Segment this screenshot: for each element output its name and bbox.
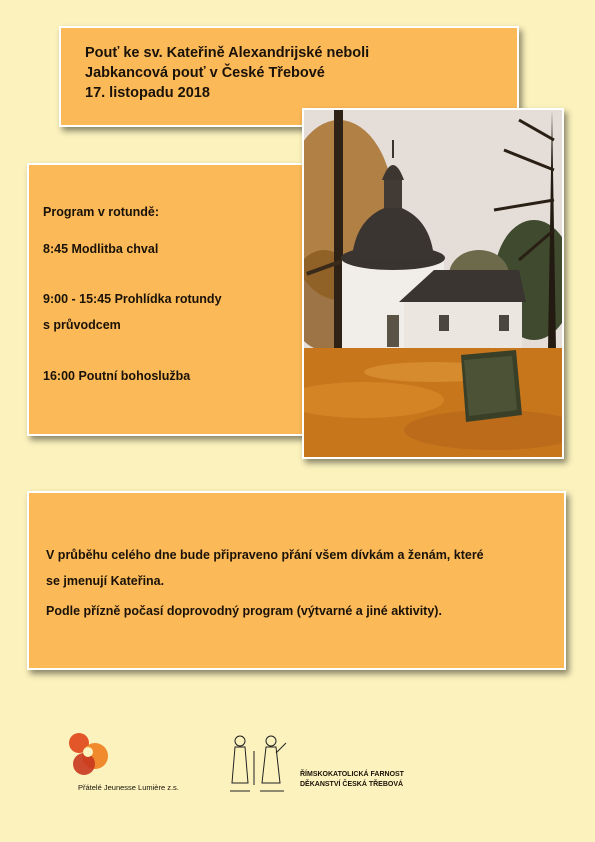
title-line-3: 17. listopadu 2018 [85,85,210,101]
rotunda-photo [302,108,564,459]
program-box [27,163,308,436]
title-line-2: Jabkancová pouť v České Třebové [85,65,325,81]
jeunesse-lumiere-logo-icon [64,730,112,778]
parish-name-line-1: ŘÍMSKOKATOLICKÁ FARNOST [300,771,404,778]
program-item-2: 9:00 - 15:45 Prohlídka rotundy [43,292,222,306]
parish-saints-logo-icon [226,733,292,793]
info-line-2: se jmenují Kateřina. [46,574,165,588]
title-line-1: Pouť ke sv. Kateřině Alexandrijské neboli [85,45,370,61]
info-box [27,491,566,670]
program-item-2-continued: s průvodcem [43,318,121,332]
program-item-3: 16:00 Poutní bohoslužba [43,369,191,383]
info-line-3: Podle přízně počasí doprovodný program (výtvarné a jiné aktivity). [46,604,442,618]
rotunda-illustration [304,110,562,457]
program-item-1: 8:45 Modlitba chval [43,242,159,256]
jeunesse-lumiere-caption: Přátelé Jeunesse Lumière z.s. [78,783,179,792]
parish-name-line-2: DĚKANSTVÍ ČESKÁ TŘEBOVÁ [300,781,404,788]
info-line-1: V průběhu celého dne bude připraveno přání všem dívkám a ženám, které [46,548,484,562]
program-heading: Program v rotundě: [43,205,159,219]
